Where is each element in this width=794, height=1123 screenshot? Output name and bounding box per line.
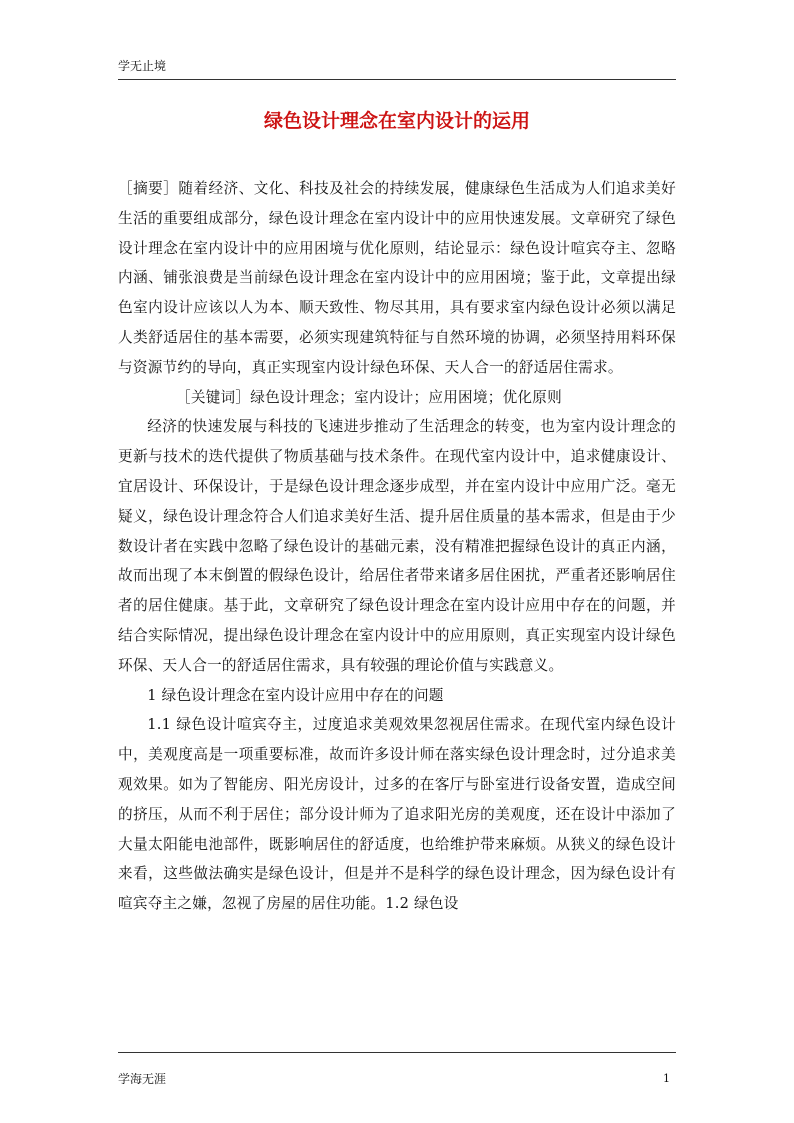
section-paragraph: 1.1 绿色设计喧宾夺主，过度追求美观效果忽视居住需求。在现代室内绿色设计中，美观度高是一项重要标准，故而许多设计师在落实绿色设计理念时，过分追求美观效果。如为了智能房、阳光房设计，过多的在客厅与卧室进行设备安置，造成空间的挤压，从而不利于居住；部分设计师为了追求阳光房的美观度，还在设计中添加了大量太阳能电池部件，既影响居住的舒适度，也给维护带来麻烦。从狭义的绿色设计来看，这些做法确实是绿色设计，但是并不是科学的绿色设计理念，因为绿色设计有喧宾夺主之嫌，忽视了房屋的居住功能。1.2 绿色设 — [118, 716, 676, 913]
page-number: 1 — [663, 1072, 670, 1085]
footer-divider — [118, 1052, 676, 1053]
intro-paragraph: 经济的快速发展与科技的飞速进步推动了生活理念的转变，也为室内设计理念的更新与技术的迭代提供了物质基础与技术条件。在现代室内设计中，追求健康设计、宜居设计、环保设计，于是绿色设计理念逐步成型，并在室内设计中应用广泛。毫无疑义，绿色设计理念符合人们追求美好生活、提升居住质量的基本需求，但是由于少数设计者在实践中忽略了绿色设计的基础元素，没有精准把握绿色设计的真正内涵，故而出现了本末倒置的假绿色设计，给居住者带来诸多居住困扰，严重者还影响居住者的居住健康。基于此，文章研究了绿色设计理念在室内设计应用中存在的问题，并结合实际情况，提出绿色设计理念在室内设计中的应用原则，真正实现室内设计绿色环保、天人合一的舒适居住需求，具有较强的理论价值与实践意义。 — [118, 418, 676, 674]
page-header: 学无止境 — [118, 59, 167, 73]
header-divider — [118, 79, 676, 80]
abstract-paragraph: ［摘要］随着经济、文化、科技及社会的持续发展，健康绿色生活成为人们追求美好生活的重要组成部分，绿色设计理念在室内设计中的应用快速发展。文章研究了绿色设计理念在室内设计中的应用困境与优化原则，结论显示：绿色设计喧宾夺主、忽略内涵、铺张浪费是当前绿色设计理念在室内设计中的应用困境；鉴于此，文章提出绿色室内设计应该以人为本、顺天致性、物尽其用，具有要求室内绿色设计必须以满足人类舒适居住的基本需要，必须实现建筑特征与自然环境的协调，必须坚持用料环保与资源节约的导向，真正实现室内设计绿色环保、天人合一的舒适居住需求。 — [118, 180, 676, 376]
document-title: 绿色设计理念在室内设计的运用 — [263, 110, 530, 132]
section-heading: 1 绿色设计理念在室内设计应用中存在的问题 — [147, 686, 444, 704]
keywords-paragraph: ［关键词］绿色设计理念；室内设计；应用困境；优化原则 — [176, 388, 562, 406]
document-body — [118, 174, 676, 919]
page-footer: 学海无涯 — [118, 1072, 167, 1086]
